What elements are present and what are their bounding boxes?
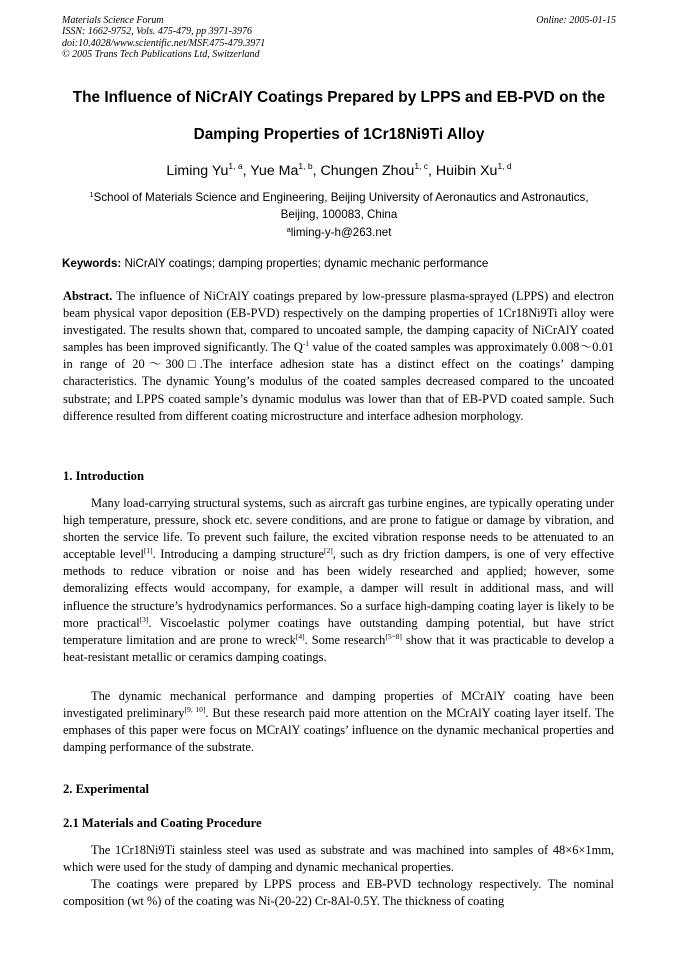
experimental-paragraph-2: The coatings were prepared by LPPS process and EB-PVD technology respectively. The nominal composition (wt %) of the coating was Ni-(20-22) Cr-8Al-0.5Y. The thickness of coating xyxy=(63,877,614,909)
citation: [2] xyxy=(323,546,333,556)
email-address: liming-y-h@263.net xyxy=(290,226,392,239)
keywords xyxy=(62,257,622,270)
keywords-text: NiCrAlY coatings; damping properties; dynamic mechanic performance xyxy=(124,257,489,270)
section-heading-experimental: 2. Experimental xyxy=(63,782,150,796)
online-date: Online: 2005-01-15 xyxy=(536,15,616,26)
superscript: -1 xyxy=(302,339,310,349)
author-name: Yue Ma xyxy=(250,163,299,179)
author-name: Chungen Zhou xyxy=(320,163,415,179)
experimental-paragraph-1: The 1Cr18Ni9Ti stainless steel was used as substrate and was machined into samples of 48×6×1mm, which were used for the study of damping and dynamic mechanical properties. xyxy=(63,843,614,875)
paragraph-text: . Viscoelastic polymer coatings have outstanding damping potential, but have strict temperature limitation and are prone to wreck xyxy=(63,615,614,647)
email-mark: a xyxy=(286,225,291,234)
citation: [5~8] xyxy=(385,631,402,641)
citation: [9, 10] xyxy=(184,705,206,715)
journal-name: Materials Science Forum xyxy=(62,15,164,26)
copyright-line: © 2005 Trans Tech Publications Ltd, Switzerland xyxy=(62,49,260,61)
issn-line: ISSN: 1662-9752, Vols. 475-479, pp 3971-3976 xyxy=(62,26,252,38)
paper-title-line-2: Damping Properties of 1Cr18Ni9Ti Alloy xyxy=(193,126,485,143)
paper-title-line-1: The Influence of NiCrAlY Coatings Prepared by LPPS and EB-PVD on the xyxy=(72,89,606,106)
author-name: Liming Yu xyxy=(166,163,229,179)
contact-email xyxy=(40,225,638,239)
section-heading-introduction: 1. Introduction xyxy=(63,469,144,483)
affiliation-line-1 xyxy=(40,190,638,204)
paragraph-text: Many load-carrying structural systems, such as aircraft gas turbine engines, are typically operating under high temperature, pressure, shock etc. severe conditions, and are prone to fatigue or damage by vibration, and shorten the service life. To prevent such failure, the excited vibration response needs to be attenuated to an acceptable level xyxy=(63,496,614,562)
affiliation-line-2: Beijing, 100083, China xyxy=(280,208,398,221)
affiliation-number: 1 xyxy=(89,190,94,199)
keywords-label: Keywords: xyxy=(62,257,122,270)
paragraph-text: show that it was practicable to develop a heat-resistant metallic or ceramics damping coatings. xyxy=(63,632,614,664)
paragraph-text: . But these research paid more attention on the MCrAlY coating layer itself. The emphases of this paper were focus on MCrAlY coatings’ influence on the dynamic mechanical properties and damping performance of the substrate. xyxy=(63,706,615,755)
subsection-heading-materials: 2.1 Materials and Coating Procedure xyxy=(63,816,262,830)
affiliation-text: School of Materials Science and Engineering, Beijing University of Aeronautics and Astronautics, xyxy=(93,191,589,204)
paragraph-text: . Some research xyxy=(304,632,386,647)
author-affiliation-mark: 1, b xyxy=(298,161,313,171)
author-affiliation-mark: 1, c xyxy=(414,161,429,171)
author-name: Huibin Xu xyxy=(435,163,498,179)
introduction-paragraph-2 xyxy=(63,688,614,756)
paragraph-text: The dynamic mechanical performance and damping properties of MCrAlY coating have been investigated preliminary xyxy=(63,689,614,721)
doi-line: doi:10.4028/www.scientific.net/MSF.475-479.3971 xyxy=(62,37,266,49)
citation: [1] xyxy=(143,546,153,556)
citation: [4] xyxy=(295,631,305,641)
author-list: Liming Yu$^{1, a}$, Yue Ma$^{1, b}$, Chungen Zhou$^{1, c}$, Huibin Xu$^{1, d}$ xyxy=(166,161,512,179)
abstract-label: Abstract. xyxy=(63,289,113,303)
introduction-paragraph-1 xyxy=(63,495,614,666)
paragraph-text: . Introducing a damping structure xyxy=(152,547,324,562)
abstract-paragraph xyxy=(63,288,614,425)
abstract-text: The influence of NiCrAlY coatings prepared by low-pressure plasma-sprayed (LPPS) and electron beam physical vapor deposition (EB-PVD) respectively on the damping properties of 1Cr18Ni9Ti alloy were investigated. The results shown that, compared to uncoated sample, the damping capacity of NiCrAlY coated samples has been improved significantly. The Q xyxy=(63,289,614,355)
author-affiliation-mark: 1, a xyxy=(228,161,243,171)
citation: [3] xyxy=(139,614,149,624)
paragraph-text: , such as dry friction dampers, is one of very effective methods to reduce vibration or noise and has been widely researched and applied; however, some demoralizing effects would accompany, for example, a damper will result in additional mass, and will influence the structure’s hydrodynamics performances. So a surface high-damping coating layer is likely to be more practical xyxy=(63,547,614,630)
journal-header xyxy=(62,15,616,61)
abstract-text: value of the coated samples was approximately 0.008～0.01 in range of 20～300□.The interface adhesion state has a distinct effect on the coatings’ damping characteristics. The dynamic Young’s modulus of the coated samples decreased compared to the uncoated substrate; and LPPS coated sample’s dynamic modulus was lower than that of EB-PVD coated sample. Such difference resulted from different coating microstructure and interface adhesion morphology. xyxy=(63,340,614,423)
author-affiliation-mark: 1, d xyxy=(497,161,512,171)
